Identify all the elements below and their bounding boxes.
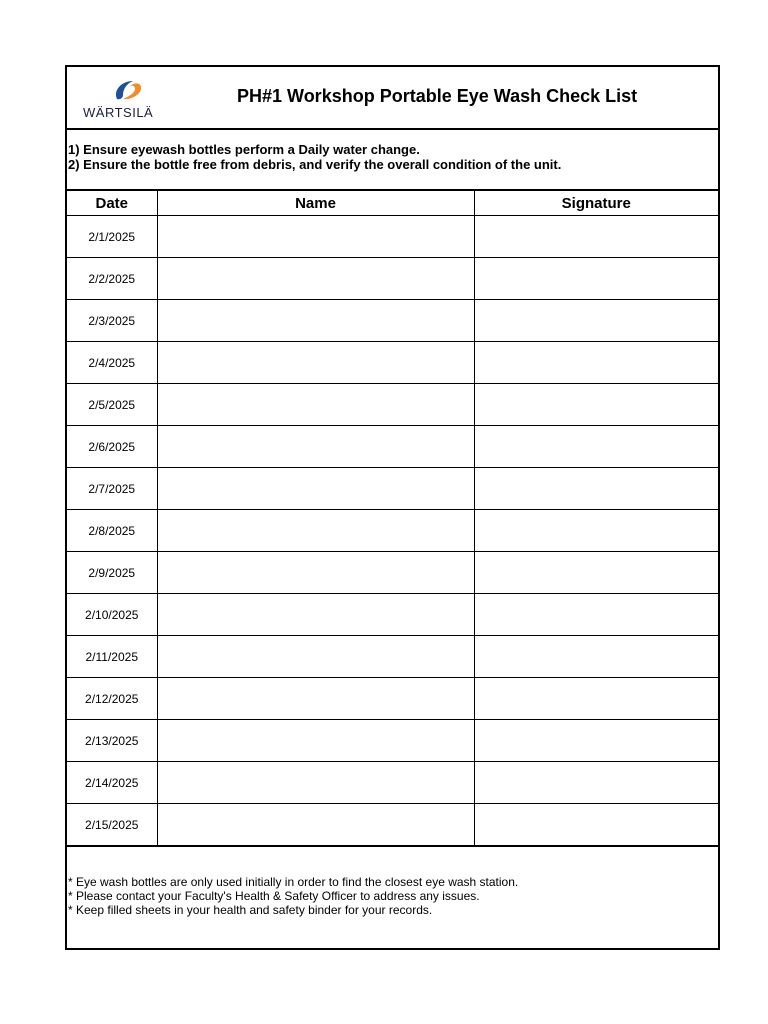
instruction-line: 2) Ensure the bottle free from debris, and verify the overall condition of the unit. [68,157,562,172]
date-cell: 2/4/2025 [67,342,157,384]
signature-cell[interactable] [474,720,718,762]
name-cell[interactable] [157,762,474,804]
signature-cell[interactable] [474,510,718,552]
date-cell: 2/7/2025 [67,468,157,510]
date-cell: 2/15/2025 [67,804,157,847]
table-row [67,552,718,594]
date-cell: 2/12/2025 [67,678,157,720]
name-cell[interactable] [157,678,474,720]
date-cell: 2/3/2025 [67,300,157,342]
table-row [67,678,718,720]
signature-cell[interactable] [474,258,718,300]
signature-cell[interactable] [474,804,718,847]
signature-cell[interactable] [474,426,718,468]
signature-cell[interactable] [474,384,718,426]
signature-cell[interactable] [474,216,718,258]
header [67,67,718,130]
company-logo [81,77,161,121]
name-cell[interactable] [157,216,474,258]
date-cell: 2/1/2025 [67,216,157,258]
name-cell[interactable] [157,552,474,594]
name-cell[interactable] [157,384,474,426]
table-row [67,426,718,468]
table-row [67,468,718,510]
date-cell: 2/5/2025 [67,384,157,426]
date-cell: 2/9/2025 [67,552,157,594]
signature-cell[interactable] [474,594,718,636]
date-cell: 2/10/2025 [67,594,157,636]
footer-note: * Please contact your Faculty's Health & Safety Officer to address any issues. [68,889,480,903]
column-header-signature: Signature [474,191,718,216]
table-row [67,300,718,342]
name-cell[interactable] [157,804,474,847]
table-row [67,342,718,384]
checklist-sheet [65,65,720,950]
instruction-line: 1) Ensure eyewash bottles perform a Daily water change. [68,142,420,157]
date-cell: 2/11/2025 [67,636,157,678]
table-row [67,720,718,762]
signature-cell[interactable] [474,468,718,510]
name-cell[interactable] [157,342,474,384]
date-cell: 2/13/2025 [67,720,157,762]
footer-note: * Keep filled sheets in your health and safety binder for your records. [68,903,433,917]
signature-cell[interactable] [474,342,718,384]
table-header-row [67,191,718,216]
table-row [67,636,718,678]
table-row [67,258,718,300]
name-cell[interactable] [157,510,474,552]
date-cell: 2/8/2025 [67,510,157,552]
date-cell: 2/2/2025 [67,258,157,300]
table-row [67,762,718,804]
page-title: PH#1 Workshop Portable Eye Wash Check List [237,86,638,106]
name-cell[interactable] [157,468,474,510]
signature-cell[interactable] [474,762,718,804]
footer-notes [68,875,518,917]
table-row [67,804,718,847]
table-row [67,216,718,258]
logo-swirl-icon [111,77,143,105]
signature-cell[interactable] [474,636,718,678]
checklist-table [67,191,718,847]
name-cell[interactable] [157,636,474,678]
name-cell[interactable] [157,258,474,300]
table-row [67,510,718,552]
table-body [67,216,718,847]
signature-cell[interactable] [474,678,718,720]
column-header-name: Name [157,191,474,216]
logo-wordmark: WÄRTSILÄ [83,105,154,120]
signature-cell[interactable] [474,300,718,342]
name-cell[interactable] [157,426,474,468]
table-row [67,384,718,426]
date-cell: 2/6/2025 [67,426,157,468]
date-cell: 2/14/2025 [67,762,157,804]
signature-cell[interactable] [474,552,718,594]
column-header-date: Date [67,191,157,216]
name-cell[interactable] [157,300,474,342]
footer-note: * Eye wash bottles are only used initially in order to find the closest eye wash station. [68,875,519,889]
instructions [67,130,718,191]
name-cell[interactable] [157,720,474,762]
table-row [67,594,718,636]
name-cell[interactable] [157,594,474,636]
